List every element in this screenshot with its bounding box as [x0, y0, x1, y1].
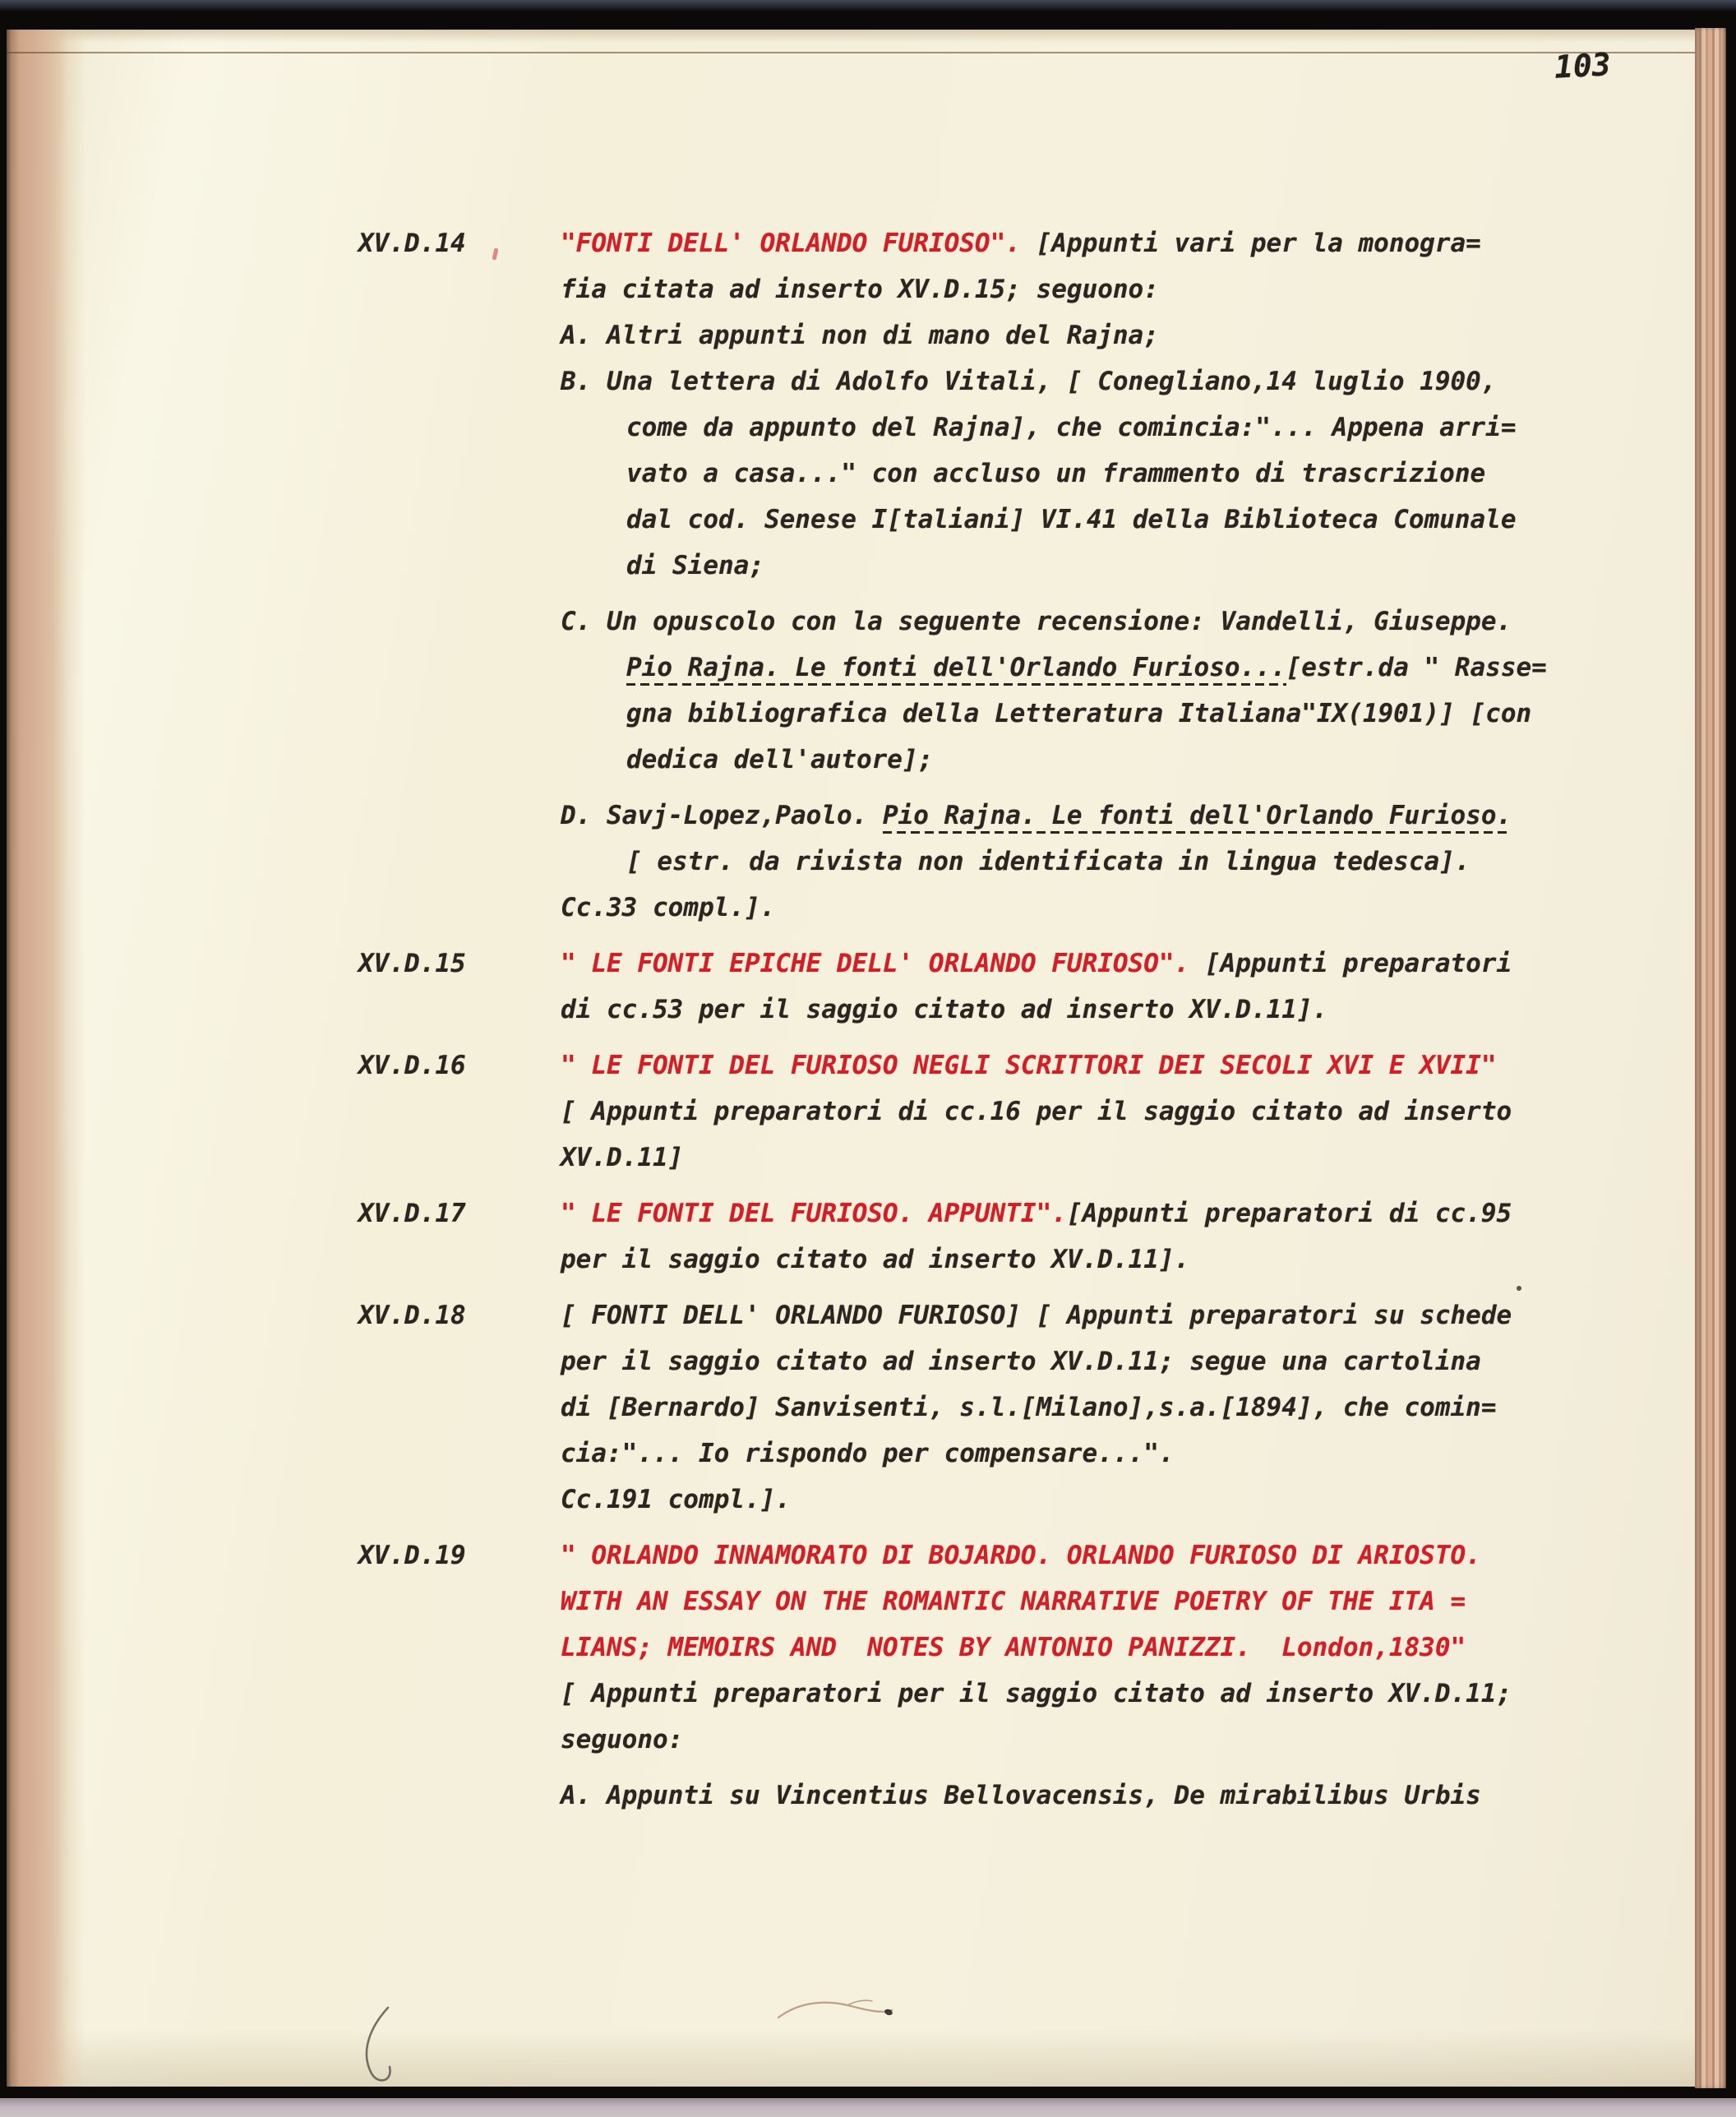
catalog-line	[7, 737, 1695, 783]
black-ink-text: fia citata ad inserto XV.D.15; seguono:	[561, 275, 1159, 304]
pen-mark-hook	[350, 2003, 399, 2087]
red-ink-text: " LE FONTI DEL FURIOSO. APPUNTI".	[561, 1199, 1067, 1228]
black-ink-text: dedica dell'autore];	[626, 745, 934, 774]
catalog-line	[7, 645, 1695, 691]
black-ink-text: [estr.da " Rasse=	[1286, 653, 1547, 682]
entry-label: XV.D.16	[358, 1051, 466, 1080]
catalog-line	[7, 543, 1695, 589]
catalog-line	[7, 1477, 1695, 1523]
catalog-entry	[7, 941, 1695, 1033]
scanner-top-streak	[0, 0, 1736, 12]
black-ink-text: dal cod. Senese I[taliani] VI.41 della Biblioteca Comunale	[626, 505, 1517, 534]
catalog-entry	[7, 1190, 1695, 1283]
pen-mark-squiggle	[775, 1993, 898, 2029]
black-ink-text: Pio Rajna. Le fonti dell'Orlando Furioso.	[883, 801, 1512, 835]
catalog-line	[7, 599, 1695, 645]
black-ink-text: B. Una lettera di Adolfo Vitali, [ Conegliano,14 luglio 1900,	[561, 367, 1497, 396]
black-ink-text: seguono:	[561, 1725, 684, 1754]
catalog-line	[7, 358, 1695, 404]
black-ink-text: [ estr. da rivista non identificata in lingua tedesca].	[626, 847, 1471, 876]
catalog-line	[7, 941, 1695, 987]
catalog-line	[7, 1671, 1695, 1717]
catalog-line	[7, 1190, 1695, 1236]
black-ink-text: [Appunti preparatori di cc.95	[1066, 1199, 1512, 1228]
red-ink-text: " LE FONTI EPICHE DELL' ORLANDO FURIOSO".	[561, 949, 1190, 978]
catalog-line	[7, 1236, 1695, 1283]
entry-label: XV.D.15	[358, 949, 466, 978]
red-ink-text: " LE FONTI DEL FURIOSO NEGLI SCRITTORI DEI SECOLI XVI E XVII"	[561, 1051, 1497, 1080]
entry-label: XV.D.18	[358, 1301, 466, 1330]
entry-label: XV.D.14	[358, 229, 466, 258]
book-page-edges	[1695, 28, 1726, 2088]
catalog-line	[7, 1625, 1695, 1671]
catalog-line	[7, 1089, 1695, 1135]
black-ink-text: cia:"... Io rispondo per compensare...".	[561, 1439, 1175, 1468]
catalog-line	[7, 987, 1695, 1033]
catalog-line	[7, 1292, 1695, 1338]
typed-catalog-text	[7, 220, 1695, 1819]
catalog-entry	[7, 1292, 1695, 1523]
catalog-line	[7, 451, 1695, 497]
catalog-line	[7, 1384, 1695, 1431]
catalog-line	[7, 691, 1695, 737]
catalog-line	[7, 1717, 1695, 1763]
catalog-entry	[7, 220, 1695, 931]
black-ink-text: [ Appunti preparatori di cc.16 per il saggio citato ad inserto	[561, 1097, 1512, 1126]
catalog-line	[7, 404, 1695, 451]
black-ink-text: XV.D.11]	[561, 1143, 684, 1172]
black-ink-text: Pio Rajna. Le fonti dell'Orlando Furioso...	[626, 653, 1286, 687]
catalog-line	[7, 1338, 1695, 1384]
black-ink-text: gna bibliografica della Letteratura Italiana"IX(1901)] [con	[626, 699, 1532, 728]
dust-speck	[1517, 1286, 1521, 1291]
red-ink-text: LIANS; MEMOIRS AND NOTES BY ANTONIO PANIZZI. London,1830"	[561, 1633, 1466, 1662]
black-ink-text: come da appunto del Rajna], che comincia:"... Appena arri=	[626, 413, 1517, 442]
black-ink-text: A. Appunti su Vincentius Bellovacensis, De mirabilibus Urbis	[561, 1781, 1481, 1810]
entry-label: XV.D.17	[358, 1199, 466, 1228]
catalog-line	[7, 1773, 1695, 1819]
red-ink-text: WITH AN ESSAY ON THE ROMANTIC NARRATIVE POETRY OF THE ITA =	[561, 1587, 1466, 1616]
catalog-line	[7, 1431, 1695, 1477]
catalog-line	[7, 266, 1695, 312]
black-ink-text: per il saggio citato ad inserto XV.D.11; segue una cartolina	[561, 1347, 1481, 1376]
catalog-line	[7, 497, 1695, 543]
catalog-line	[7, 220, 1695, 266]
black-ink-text: A. Altri appunti non di mano del Rajna;	[561, 321, 1159, 350]
red-ink-text: "FONTI DELL' ORLANDO FURIOSO".	[561, 229, 1021, 258]
catalog-entry	[7, 1042, 1695, 1181]
scanner-bed	[0, 2098, 1736, 2117]
black-ink-text: [Appunti vari per la monogra=	[1020, 229, 1481, 258]
black-ink-text: di [Bernardo] Sanvisenti, s.l.[Milano],s.a.[1894], che comin=	[561, 1393, 1497, 1422]
black-ink-text: di Siena;	[626, 551, 764, 580]
black-ink-text: Cc.33 compl.].	[561, 893, 776, 922]
entry-label: XV.D.19	[358, 1541, 466, 1570]
catalog-entry	[7, 1532, 1695, 1819]
black-ink-text: [ FONTI DELL' ORLANDO FURIOSO] [ Appunti preparatori su schede	[561, 1301, 1512, 1330]
catalog-line	[7, 1579, 1695, 1625]
black-ink-text: vato a casa..." con accluso un frammento di trascrizione	[626, 459, 1486, 488]
black-ink-text: [ Appunti preparatori per il saggio citato ad inserto XV.D.11;	[561, 1679, 1512, 1708]
catalog-line	[7, 1135, 1695, 1181]
page-top-edge-line	[7, 52, 1695, 53]
black-ink-text: per il saggio citato ad inserto XV.D.11].	[561, 1245, 1190, 1274]
black-ink-text: C. Un opuscolo con la seguente recensione: Vandelli, Giuseppe.	[561, 607, 1512, 636]
red-ink-text: " ORLANDO INNAMORATO DI BOJARDO. ORLANDO FURIOSO DI ARIOSTO.	[561, 1541, 1481, 1570]
black-ink-text: D. Savj-Lopez,Paolo.	[561, 801, 883, 830]
catalog-line	[7, 312, 1695, 358]
page	[7, 30, 1695, 2087]
black-ink-text: [Appunti preparatori	[1189, 949, 1512, 978]
page-number: 103	[1553, 46, 1612, 86]
black-ink-text: Cc.191 compl.].	[561, 1485, 791, 1514]
black-ink-text: di cc.53 per il saggio citato ad inserto XV.D.11].	[561, 995, 1328, 1024]
catalog-line	[7, 1532, 1695, 1579]
catalog-line	[7, 839, 1695, 885]
catalog-line	[7, 1042, 1695, 1089]
catalog-line	[7, 793, 1695, 839]
catalog-line	[7, 885, 1695, 931]
